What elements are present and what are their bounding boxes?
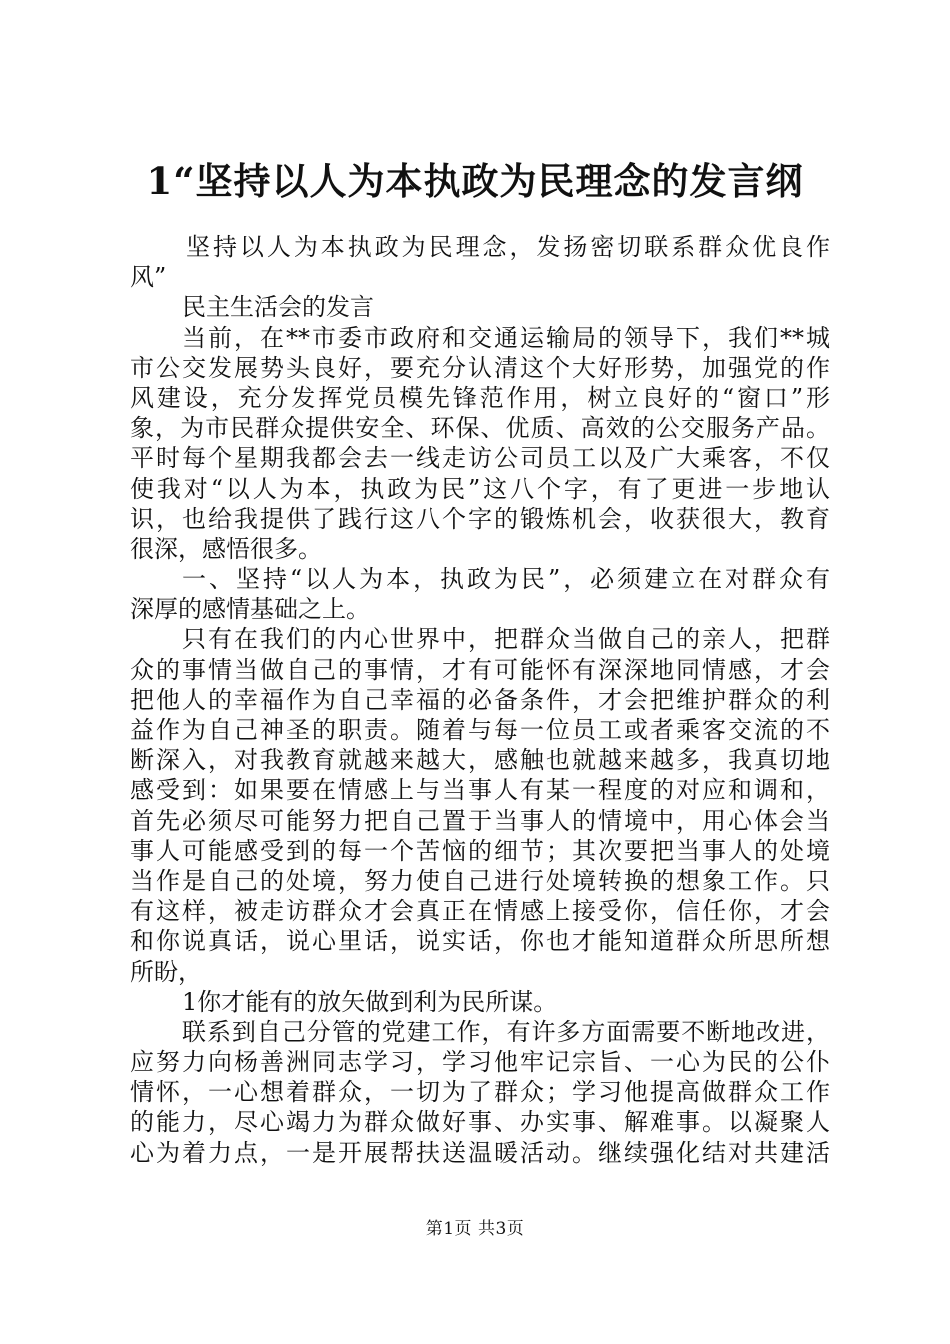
text-line: 识，也给我提供了践行这八个字的锻炼机会，收获很大，教育	[130, 504, 830, 533]
text-line: 当前，在**市委市政府和交通运输局的领导下，我们**城	[182, 323, 830, 352]
text-line: 深厚的感情基础之上。	[130, 595, 370, 624]
text-line: 使我对“以人为本，执政为民”这八个字，有了更进一步地认	[130, 474, 830, 503]
text-line: 益作为自己神圣的职责。随着与每一位员工或者乘客交流的不	[130, 716, 830, 744]
text-line: 民主生活会的发言	[182, 293, 374, 322]
text-line: 风建设，充分发挥党员模先锋范作用，树立良好的“窗口”形	[130, 383, 830, 412]
text-line: 众的事情当做自己的事情，才有可能怀有深深地同情感，才会	[130, 655, 830, 684]
text-line: 应努力向杨善洲同志学习，学习他牢记宗旨、一心为民的公仆	[130, 1048, 830, 1077]
text-line: 当作是自己的处境，努力使自己进行处境转换的想象工作。只	[130, 866, 830, 895]
text-line: 有这样，被走访群众才会真正在情感上接受你，信任你，才会	[130, 897, 830, 926]
text-line: 心为着力点，一是开展帮扶送温暖活动。继续强化结对共建活	[130, 1138, 830, 1167]
document-body	[130, 232, 830, 1168]
text-line: 联系到自己分管的党建工作，有许多方面需要不断地改进，	[182, 1017, 830, 1046]
text-line: 把他人的幸福作为自己幸福的必备条件，才会把维护群众的利	[130, 685, 830, 714]
text-line: 事人可能感受到的每一个苦恼的细节；其次要把当事人的处境	[130, 836, 830, 865]
text-line: 断深入，对我教育就越来越大，感触也就越来越多，我真切地	[130, 746, 830, 775]
text-line: 象，为市民群众提供安全、环保、优质、高效的公交服务产品。	[130, 414, 830, 443]
text-line: 所盼，	[130, 957, 202, 986]
text-line: 坚持以人为本执政为民理念，发扬密切联系群众优良作	[186, 233, 830, 261]
text-line: 1你才能有的放矢做到利为民所谋。	[182, 987, 558, 1016]
text-line: 一、坚持“以人为本，执政为民”，必须建立在对群众有	[182, 565, 830, 594]
text-line: 很深，感悟很多。	[130, 534, 322, 563]
text-line: 情怀，一心想着群众，一切为了群众；学习他提高做群众工作	[130, 1078, 830, 1107]
text-line: 风”	[130, 263, 167, 292]
page-number: 第1页 共3页	[425, 1219, 525, 1239]
text-line: 首先必须尽可能努力把自己置于当事人的情境中，用心体会当	[130, 806, 830, 835]
text-line: 只有在我们的内心世界中，把群众当做自己的亲人，把群	[182, 625, 830, 654]
document-title: 1“坚持以人为本执政为民理念的发言纲	[146, 159, 804, 203]
text-line: 市公交发展势头良好，要充分认清这个大好形势，加强党的作	[130, 353, 830, 382]
text-line: 和你说真话，说心里话，说实话，你也才能知道群众所思所想	[130, 927, 830, 956]
text-line: 感受到：如果要在情感上与当事人有某一程度的对应和调和，	[130, 776, 830, 805]
text-line: 的能力，尽心竭力为群众做好事、办实事、解难事。以凝聚人	[130, 1108, 830, 1137]
text-line: 平时每个星期我都会去一线走访公司员工以及广大乘客，不仅	[130, 444, 830, 473]
